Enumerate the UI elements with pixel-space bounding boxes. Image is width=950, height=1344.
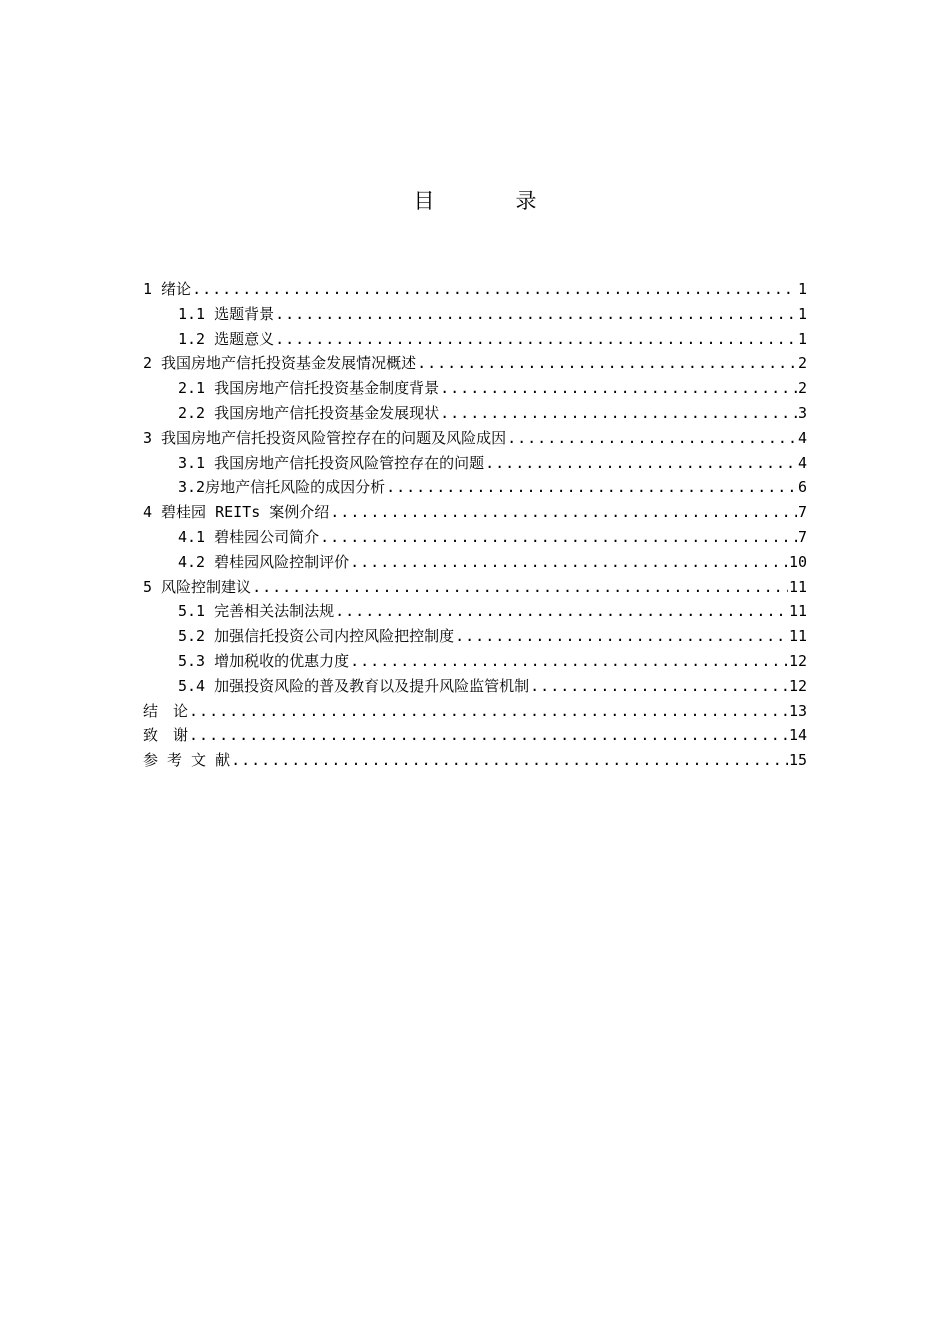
toc-leader-dots	[386, 475, 797, 500]
toc-leader-dots	[440, 401, 797, 426]
toc-entry-title: 5.1 完善相关法制法规	[178, 602, 335, 621]
toc-entry-page: 11	[788, 602, 807, 621]
toc-entry-title: 5.2 加强信托投资公司内控风险把控制度	[178, 627, 455, 646]
toc-leader-dots	[275, 327, 797, 352]
toc-leader-dots	[252, 575, 788, 600]
toc-entry-page: 11	[788, 577, 807, 596]
toc-entry-2-2[interactable]	[143, 401, 807, 426]
toc-entry-page: 1	[797, 329, 807, 348]
table-of-contents	[143, 277, 807, 773]
toc-entry-page: 12	[788, 651, 807, 670]
toc-entry-title: 参 考 文 献	[143, 751, 231, 770]
toc-leader-dots	[485, 451, 797, 476]
toc-entry-title: 致 谢	[143, 726, 189, 745]
toc-entry-1-1[interactable]	[143, 302, 807, 327]
toc-entry-references[interactable]	[143, 748, 807, 773]
toc-entry-3-2[interactable]	[143, 475, 807, 500]
toc-entry-page: 7	[797, 527, 807, 546]
toc-entry-page: 1	[797, 280, 807, 298]
page-title: 目 录	[413, 189, 567, 213]
toc-entry-1[interactable]	[143, 277, 807, 302]
toc-entry-title: 3.1 我国房地产信托投资风险管控存在的问题	[178, 453, 485, 472]
toc-entry-4-2[interactable]	[143, 550, 807, 575]
toc-entry-page: 4	[797, 453, 807, 472]
toc-leader-dots	[192, 277, 797, 302]
toc-entry-title: 4 碧桂园 REITs 案例介绍	[143, 503, 330, 522]
toc-entry-title: 4.2 碧桂园风险控制评价	[178, 552, 350, 571]
toc-entry-4-1[interactable]	[143, 525, 807, 550]
toc-leader-dots	[530, 674, 788, 699]
toc-entry-page: 2	[797, 354, 807, 373]
toc-entry-title: 1.1 选题背景	[178, 304, 275, 323]
toc-leader-dots	[231, 748, 788, 773]
toc-entry-title: 3 我国房地产信托投资风险管控存在的问题及风险成因	[143, 428, 507, 447]
toc-entry-title: 5.3 增加税收的优惠力度	[178, 651, 350, 670]
toc-leader-dots	[417, 351, 797, 376]
toc-entry-2[interactable]	[143, 351, 807, 376]
toc-entry-page: 2	[797, 379, 807, 398]
toc-leader-dots	[189, 699, 788, 724]
toc-leader-dots	[440, 376, 797, 401]
toc-leader-dots	[455, 624, 788, 649]
toc-entry-page: 6	[797, 478, 807, 497]
toc-entry-conclusion[interactable]	[143, 699, 807, 724]
toc-leader-dots	[189, 723, 788, 748]
toc-entry-title: 5.4 加强投资风险的普及教育以及提升风险监管机制	[178, 676, 530, 695]
toc-entry-3[interactable]	[143, 426, 807, 451]
toc-leader-dots	[320, 525, 797, 550]
toc-entry-3-1[interactable]	[143, 451, 807, 476]
toc-entry-title: 3.2房地产信托风险的成因分析	[178, 478, 386, 497]
toc-entry-title: 2 我国房地产信托投资基金发展情况概述	[143, 354, 417, 373]
toc-entry-page: 11	[788, 627, 807, 646]
toc-entry-5-2[interactable]	[143, 624, 807, 649]
toc-leader-dots	[335, 599, 788, 624]
toc-entry-title: 1.2 选题意义	[178, 329, 275, 348]
toc-entry-title: 2.2 我国房地产信托投资基金发展现状	[178, 403, 440, 422]
toc-entry-title: 5 风险控制建议	[143, 577, 252, 596]
toc-leader-dots	[350, 649, 788, 674]
toc-leader-dots	[350, 550, 788, 575]
toc-entry-page: 7	[797, 503, 807, 522]
toc-entry-title: 2.1 我国房地产信托投资基金制度背景	[178, 379, 440, 398]
toc-entry-title: 1 绪论	[143, 280, 192, 298]
toc-entry-page: 4	[797, 428, 807, 447]
toc-leader-dots	[330, 500, 797, 525]
toc-entry-5-3[interactable]	[143, 649, 807, 674]
toc-entry-title: 结 论	[143, 701, 189, 720]
toc-entry-page: 12	[788, 676, 807, 695]
toc-entry-1-2[interactable]	[143, 327, 807, 352]
toc-entry-title: 4.1 碧桂园公司简介	[178, 527, 320, 546]
toc-leader-dots	[275, 302, 797, 327]
toc-entry-acknowledgements[interactable]	[143, 723, 807, 748]
toc-entry-5-4[interactable]	[143, 674, 807, 699]
toc-entry-page: 15	[788, 751, 807, 770]
toc-entry-page: 10	[788, 552, 807, 571]
toc-entry-4[interactable]	[143, 500, 807, 525]
toc-entry-page: 13	[788, 701, 807, 720]
toc-entry-2-1[interactable]	[143, 376, 807, 401]
toc-entry-5-1[interactable]	[143, 599, 807, 624]
toc-leader-dots	[507, 426, 797, 451]
toc-entry-page: 1	[797, 304, 807, 323]
toc-entry-5[interactable]	[143, 575, 807, 600]
toc-entry-page: 3	[797, 403, 807, 422]
toc-entry-page: 14	[788, 726, 807, 745]
